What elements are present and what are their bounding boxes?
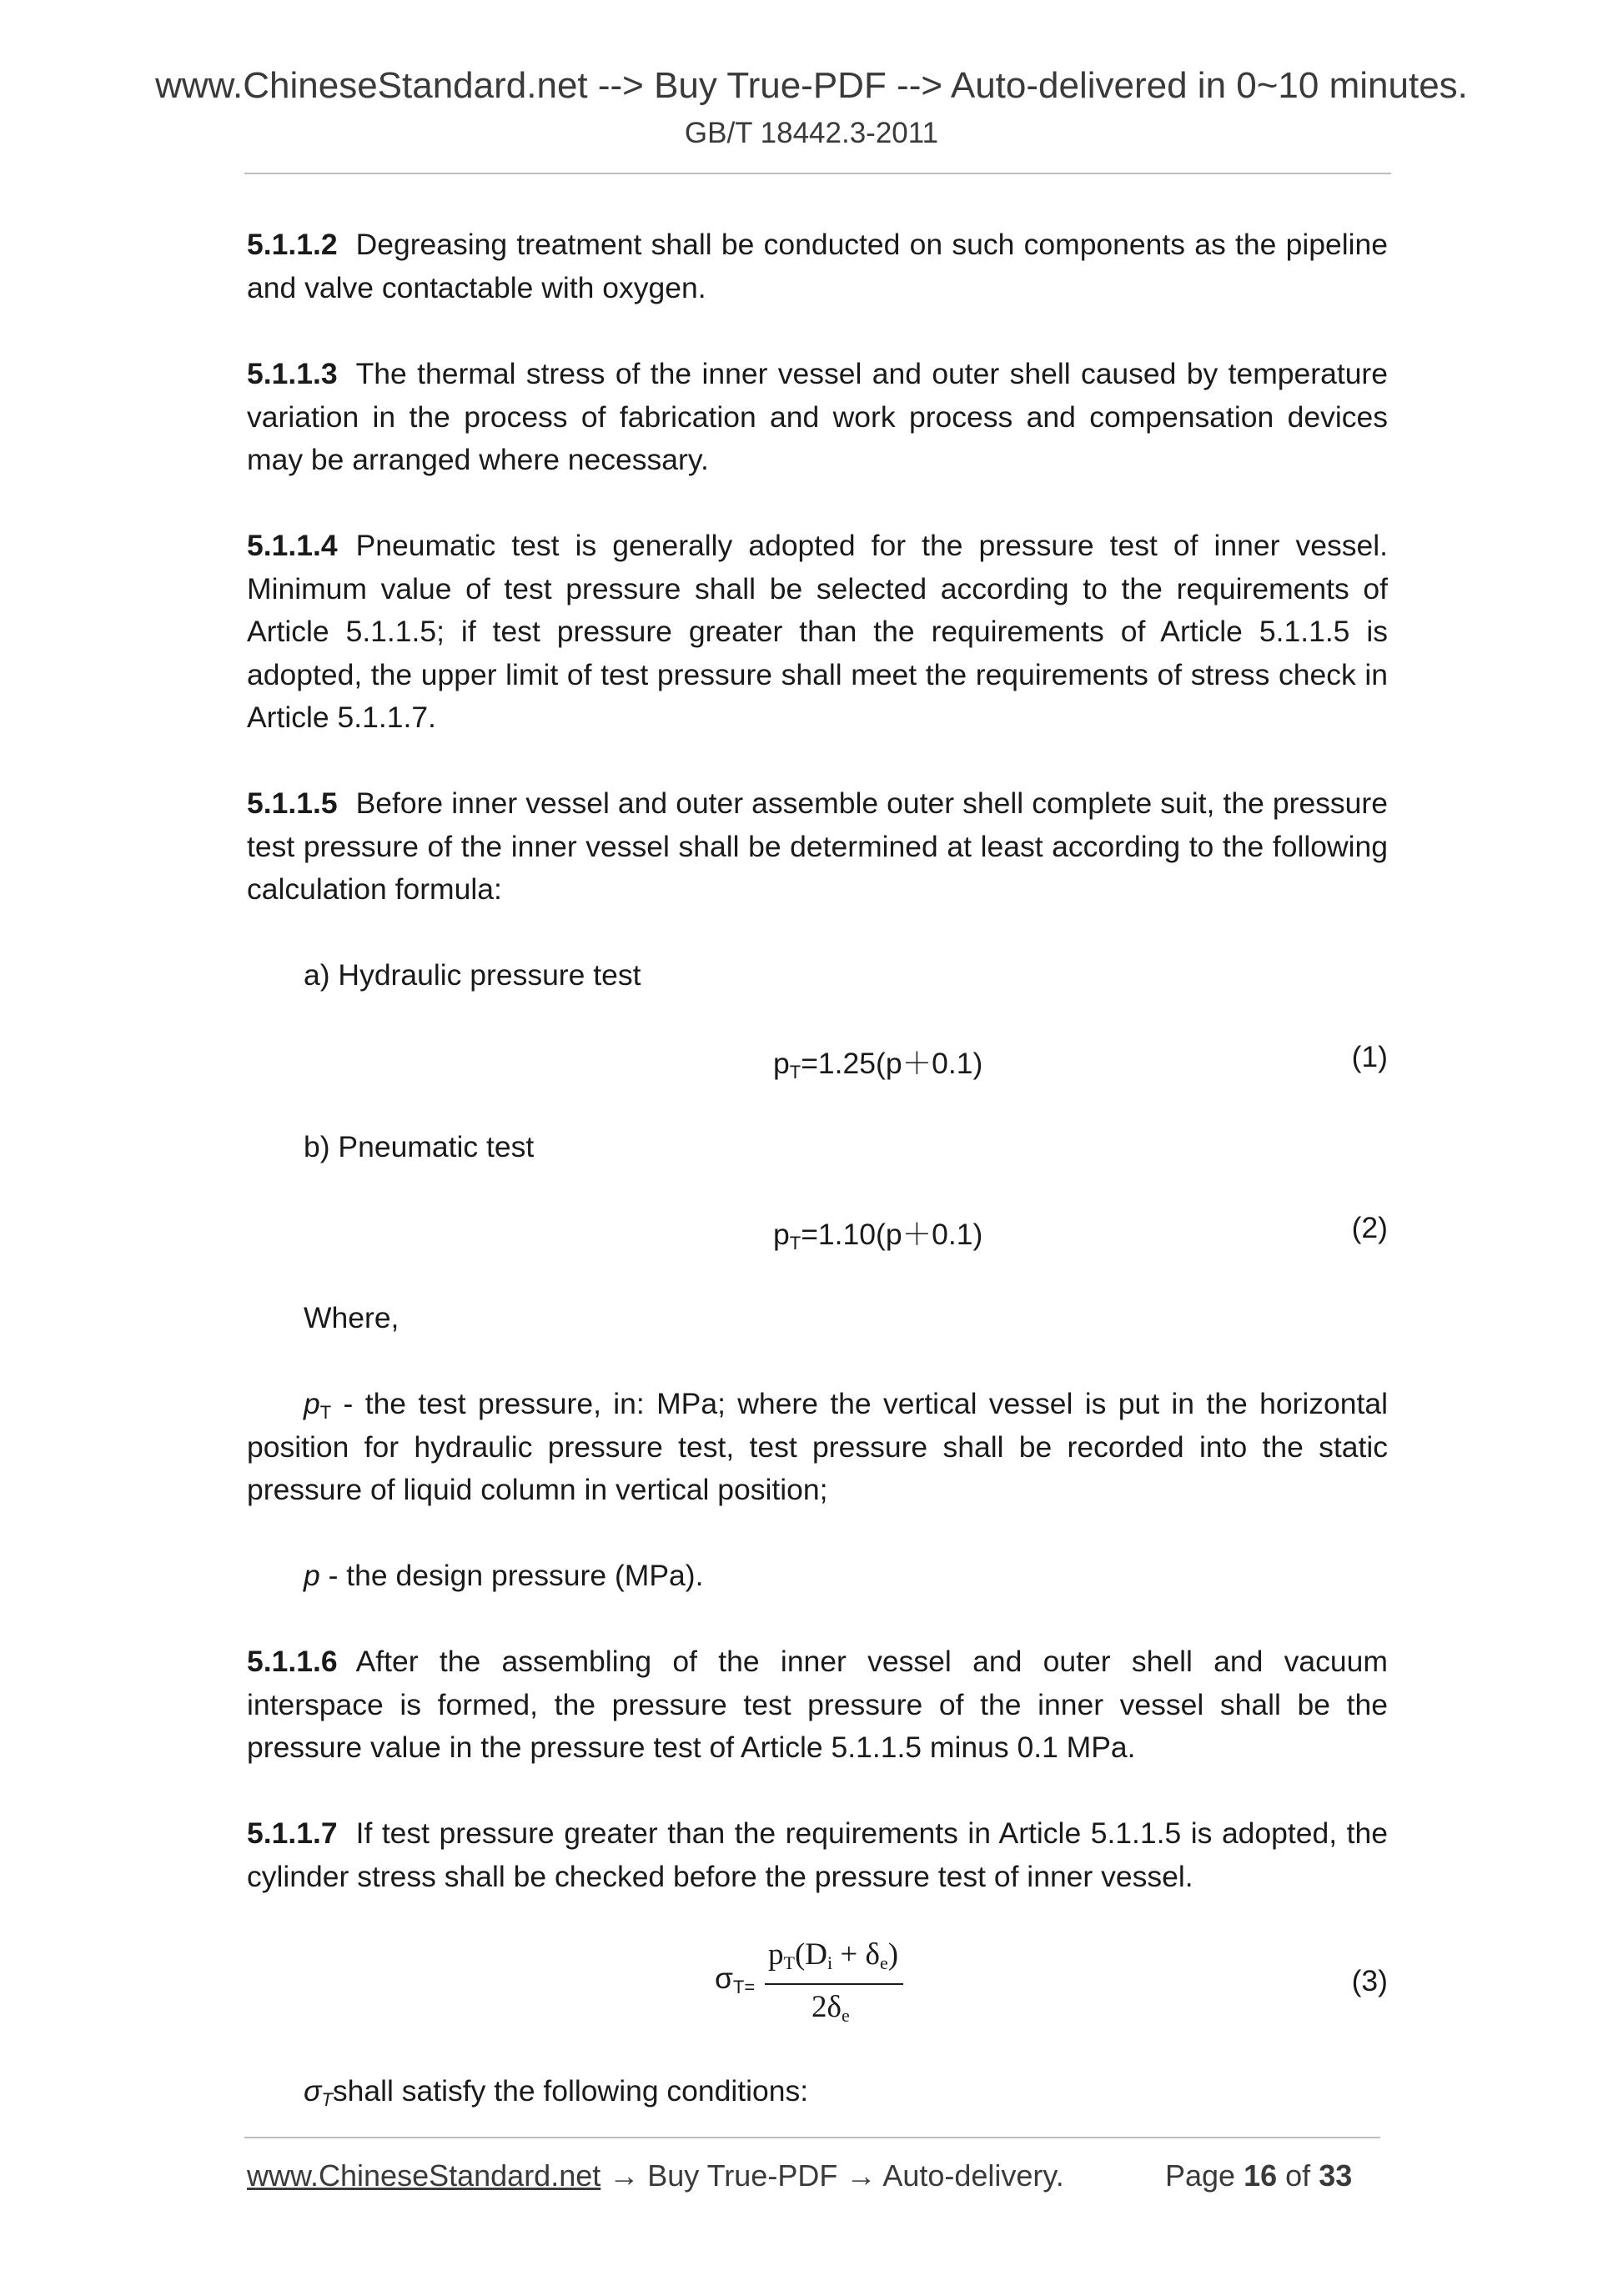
formula-1: $p_T=1.25(p+0.1)$ bbox=[773, 1047, 983, 1083]
clause-text: If test pressure greater than the requirements in Article 5.1.1.5 is adopted, the cylinder stress shall be checked before the pressure test of inner vessel. bbox=[247, 1816, 1388, 1893]
clause-5-1-1-2 bbox=[247, 224, 1388, 309]
formula-3-denominator: $2\delta_e$ bbox=[812, 1990, 850, 2026]
definition-pT: $p_T$ - the test pressure, in: MPa; where the vertical vessel is put in the horizontal position for hydraulic pressure test, test pressure shall be recorded into the static pressure of liquid column in vertical position; bbox=[247, 1387, 1388, 1506]
clause-text: The thermal stress of the inner vessel and outer shell caused by temperature variation in the process of fabrication and work process and compensation devices may be arranged where necessary. bbox=[247, 357, 1388, 476]
clause-number: 5.1.1.3 bbox=[247, 357, 338, 390]
clause-text: Before inner vessel and outer assemble outer shell complete suit, the pressure test pressure of the inner vessel shall be determined at least according to the following calculation formula: bbox=[247, 786, 1388, 906]
standard-number: GB/T 18442.3-2011 bbox=[684, 117, 939, 149]
formula-2: $p_T=1.10(p+0.1)$ bbox=[773, 1218, 983, 1254]
current-page: 16 bbox=[1244, 2158, 1278, 2193]
clause-number: 5.1.1.2 bbox=[247, 228, 338, 261]
clause-5-1-1-6 bbox=[247, 1640, 1388, 1770]
clause-text: After the assembling of the inner vessel and outer shell and vacuum interspace is formed, the pressure test pressure of the inner vessel shall be the pressure value in the pressure test of Article 5.1.1.5 minus 0.1 MPa. bbox=[247, 1645, 1388, 1764]
header-banner: www.ChineseStandard.net --> Buy True-PDF --> Auto-delivered in 0~10 minutes. bbox=[155, 65, 1468, 106]
clause-number: 5.1.1.5 bbox=[247, 786, 338, 820]
total-pages: 33 bbox=[1319, 2158, 1353, 2193]
page-indicator: Page 16 of 33 bbox=[1165, 2158, 1353, 2193]
where-label: Where, bbox=[304, 1301, 399, 1334]
clause-5-1-1-7 bbox=[247, 1812, 1388, 1898]
equation-number-3: (3) bbox=[1351, 1964, 1388, 1997]
header-divider bbox=[244, 173, 1391, 174]
clause-text: Pneumatic test is generally adopted for the pressure test of inner vessel. Minimum value of test pressure shall be selected according to the requirements of Article 5.1.1.5; if test pressure greater than the requirements of Article 5.1.1.5 is adopted, the upper limit of test pressure shall meet the requirements of stress check in Article 5.1.1.7. bbox=[247, 529, 1388, 734]
clause-number: 5.1.1.7 bbox=[247, 1816, 338, 1850]
fraction-bar bbox=[765, 1983, 903, 1985]
footer-divider bbox=[244, 2137, 1380, 2138]
definition-p: p - the design pressure (MPa). bbox=[304, 1559, 704, 1592]
clause-5-1-1-5 bbox=[247, 782, 1388, 912]
clause-number: 5.1.1.6 bbox=[247, 1645, 338, 1678]
item-a: a) Hydraulic pressure test bbox=[304, 958, 641, 992]
clause-5-1-1-3 bbox=[247, 353, 1388, 482]
equation-number-1: (1) bbox=[1351, 1040, 1388, 1073]
footer-tagline: → Buy True-PDF → Auto-delivery. bbox=[600, 2158, 1064, 2193]
clause-text: Degreasing treatment shall be conducted on such components as the pipeline and valve contactable with oxygen. bbox=[247, 228, 1388, 304]
clause-number: 5.1.1.4 bbox=[247, 529, 338, 562]
footer-left bbox=[247, 2158, 1064, 2193]
equation-number-2: (2) bbox=[1351, 1211, 1388, 1244]
sigma-condition: $\sigma_Tshall$ satisfy the following conditions: bbox=[304, 2074, 809, 2110]
formula-3-numerator: $p_T(D_i + \delta_e)$ bbox=[768, 1937, 899, 1973]
item-b: b) Pneumatic test bbox=[304, 1130, 535, 1163]
clause-5-1-1-4 bbox=[247, 525, 1388, 740]
formula-3-lhs: $\sigma_{T=}$ bbox=[715, 1962, 756, 1997]
footer-site-link[interactable]: www.ChineseStandard.net bbox=[247, 2158, 601, 2193]
